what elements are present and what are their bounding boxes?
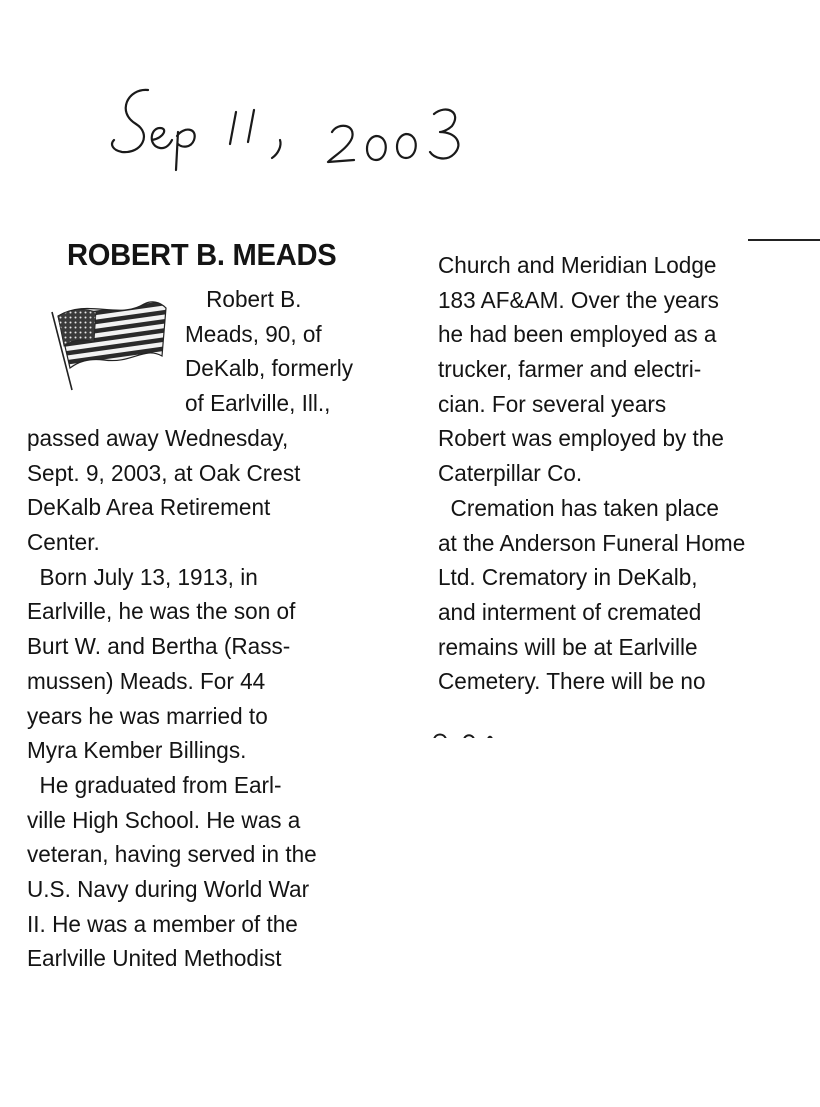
text-line: and interment of cremated: [438, 598, 702, 625]
text-line: Cemetery. There will be no: [438, 668, 706, 695]
column-left-intro: [185, 282, 353, 421]
text-line: of Earlville, Ill.,: [185, 390, 331, 417]
text-line: passed away Wednesday,: [27, 425, 289, 451]
text-line: Caterpillar Co.: [438, 460, 583, 487]
text-line: remains will be at Earlville: [438, 633, 698, 660]
clipped-text-fragment: [428, 726, 508, 738]
text-line: trucker, farmer and electri-: [438, 356, 702, 383]
american-flag-icon: [48, 290, 170, 395]
text-line: DeKalb Area Retirement: [27, 494, 271, 521]
text-line: mussen) Meads. For 44: [27, 667, 266, 694]
column-right-body: [438, 248, 745, 699]
handwritten-date: [108, 82, 508, 172]
text-line: He graduated from Earl-: [27, 771, 282, 798]
column-rule-line: [748, 239, 820, 241]
text-line: Robert B.: [206, 286, 302, 312]
text-line: Church and Meridian Lodge: [438, 252, 717, 278]
text-line: ville High School. He was a: [27, 806, 301, 833]
text-line: Myra Kember Billings.: [27, 737, 247, 764]
text-line: 183 AF&AM. Over the years: [438, 286, 719, 313]
text-line: II. He was a member of the: [27, 910, 298, 937]
text-line: Born July 13, 1913, in: [27, 563, 258, 590]
text-line: Center.: [27, 529, 100, 556]
text-line: Sept. 9, 2003, at Oak Crest: [27, 459, 301, 486]
text-line: Robert was employed by the: [438, 425, 724, 452]
text-line: Ltd. Crematory in DeKalb,: [438, 564, 698, 591]
text-line: he had been employed as a: [438, 321, 717, 348]
text-line: Burt W. and Bertha (Rass-: [27, 633, 291, 660]
obituary-headline: ROBERT B. MEADS: [67, 237, 337, 272]
text-line: veteran, having served in the: [27, 841, 317, 868]
text-line: DeKalb, formerly: [185, 355, 353, 382]
handwritten-date-drawing: [108, 82, 508, 172]
text-line: years he was married to: [27, 702, 268, 729]
text-line: Earlville, he was the son of: [27, 598, 296, 625]
text-line: Cremation has taken place: [438, 494, 719, 521]
text-line: at the Anderson Funeral Home: [438, 529, 746, 556]
text-line: U.S. Navy during World War: [27, 875, 310, 902]
column-left-body: [27, 421, 317, 976]
text-line: Meads, 90, of: [185, 320, 322, 347]
text-line: Earlville United Methodist: [27, 945, 282, 972]
text-line: cian. For several years: [438, 390, 667, 417]
